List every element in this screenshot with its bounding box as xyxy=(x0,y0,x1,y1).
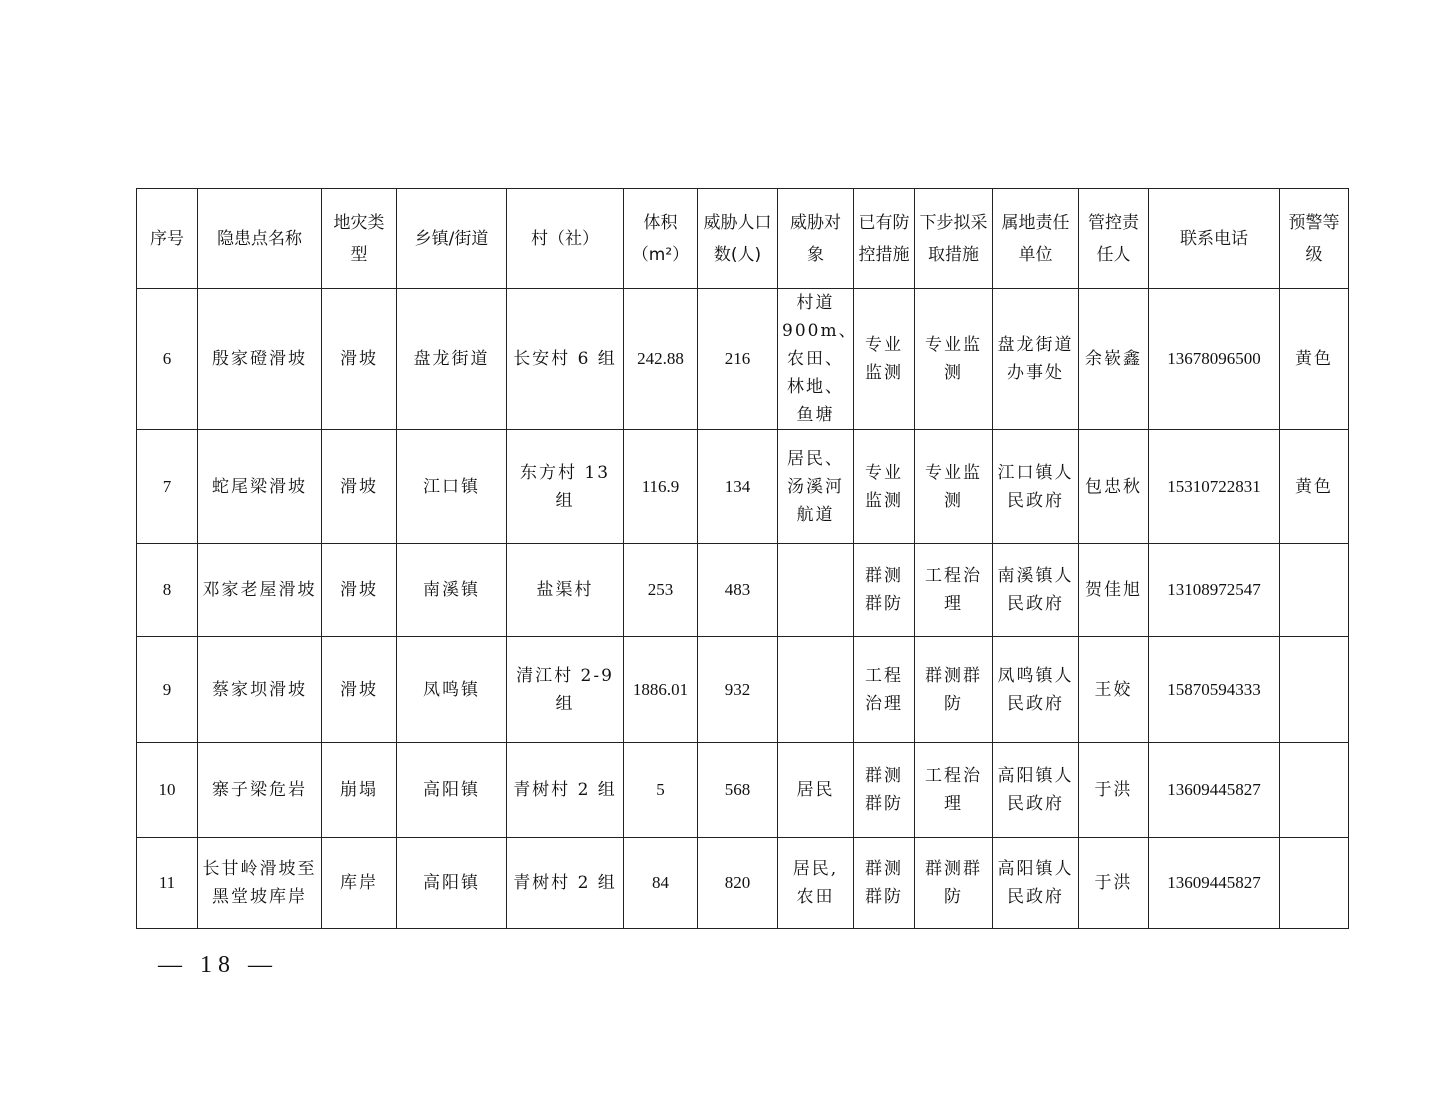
cell-next: 工程治理 xyxy=(915,743,993,838)
cell-next: 工程治理 xyxy=(915,544,993,637)
cell-type: 滑坡 xyxy=(322,430,397,544)
header-row xyxy=(137,189,1349,289)
cell-volume: 1886.01 xyxy=(624,637,698,743)
cell-population: 820 xyxy=(698,838,778,929)
cell-existing: 群测群防 xyxy=(854,743,915,838)
cell-existing: 专业监测 xyxy=(854,430,915,544)
cell-person: 余嵚鑫 xyxy=(1079,289,1149,430)
cell-existing: 专业监测 xyxy=(854,289,915,430)
cell-village: 青树村 2 组 xyxy=(507,743,624,838)
cell-volume: 116.9 xyxy=(624,430,698,544)
cell-town: 凤鸣镇 xyxy=(397,637,507,743)
cell-existing: 群测群防 xyxy=(854,544,915,637)
cell-town: 江口镇 xyxy=(397,430,507,544)
cell-town: 盘龙街道 xyxy=(397,289,507,430)
cell-type: 滑坡 xyxy=(322,289,397,430)
cell-level: 黄色 xyxy=(1280,430,1349,544)
cell-seq: 11 xyxy=(137,838,198,929)
cell-level: 黄色 xyxy=(1280,289,1349,430)
cell-next: 专业监测 xyxy=(915,430,993,544)
cell-phone: 13609445827 xyxy=(1149,838,1280,929)
cell-type: 滑坡 xyxy=(322,544,397,637)
header-person: 管控责任人 xyxy=(1079,189,1149,289)
cell-person: 贺佳旭 xyxy=(1079,544,1149,637)
header-seq: 序号 xyxy=(137,189,198,289)
cell-level xyxy=(1280,544,1349,637)
cell-town: 高阳镇 xyxy=(397,743,507,838)
cell-level xyxy=(1280,838,1349,929)
cell-level xyxy=(1280,743,1349,838)
cell-seq: 9 xyxy=(137,637,198,743)
cell-target: 居民 xyxy=(778,743,854,838)
header-target: 威胁对象 xyxy=(778,189,854,289)
cell-seq: 6 xyxy=(137,289,198,430)
cell-phone: 13108972547 xyxy=(1149,544,1280,637)
table-row xyxy=(137,838,1349,929)
cell-name: 蔡家坝滑坡 xyxy=(198,637,322,743)
cell-existing: 工程治理 xyxy=(854,637,915,743)
cell-population: 216 xyxy=(698,289,778,430)
cell-type: 滑坡 xyxy=(322,637,397,743)
cell-name: 寨子梁危岩 xyxy=(198,743,322,838)
cell-village: 清江村 2-9 组 xyxy=(507,637,624,743)
cell-volume: 242.88 xyxy=(624,289,698,430)
header-name: 隐患点名称 xyxy=(198,189,322,289)
cell-phone: 15310722831 xyxy=(1149,430,1280,544)
cell-unit: 盘龙街道办事处 xyxy=(993,289,1079,430)
table-row xyxy=(137,637,1349,743)
cell-next: 群测群防 xyxy=(915,838,993,929)
cell-volume: 5 xyxy=(624,743,698,838)
cell-volume: 84 xyxy=(624,838,698,929)
cell-unit: 高阳镇人民政府 xyxy=(993,838,1079,929)
cell-phone: 15870594333 xyxy=(1149,637,1280,743)
cell-name: 邓家老屋滑坡 xyxy=(198,544,322,637)
cell-unit: 南溪镇人民政府 xyxy=(993,544,1079,637)
table-row xyxy=(137,430,1349,544)
header-next: 下步拟采取措施 xyxy=(915,189,993,289)
header-unit: 属地责任单位 xyxy=(993,189,1079,289)
cell-phone: 13678096500 xyxy=(1149,289,1280,430)
cell-village: 长安村 6 组 xyxy=(507,289,624,430)
cell-seq: 8 xyxy=(137,544,198,637)
table-row xyxy=(137,289,1349,430)
cell-seq: 10 xyxy=(137,743,198,838)
cell-population: 568 xyxy=(698,743,778,838)
page-number: — 18 — xyxy=(158,952,278,978)
cell-target xyxy=(778,637,854,743)
cell-unit: 江口镇人民政府 xyxy=(993,430,1079,544)
cell-person: 于洪 xyxy=(1079,743,1149,838)
header-volume: 体积（m²） xyxy=(624,189,698,289)
cell-village: 东方村 13 组 xyxy=(507,430,624,544)
header-type: 地灾类型 xyxy=(322,189,397,289)
cell-unit: 高阳镇人民政府 xyxy=(993,743,1079,838)
cell-type: 崩塌 xyxy=(322,743,397,838)
hazard-table xyxy=(136,188,1349,929)
cell-target: 居民、汤溪河航道 xyxy=(778,430,854,544)
cell-population: 932 xyxy=(698,637,778,743)
cell-phone: 13609445827 xyxy=(1149,743,1280,838)
cell-volume: 253 xyxy=(624,544,698,637)
table-row xyxy=(137,544,1349,637)
cell-person: 包忠秋 xyxy=(1079,430,1149,544)
cell-existing: 群测群防 xyxy=(854,838,915,929)
cell-population: 483 xyxy=(698,544,778,637)
header-population: 威胁人口数(人) xyxy=(698,189,778,289)
cell-name: 蛇尾梁滑坡 xyxy=(198,430,322,544)
cell-person: 王姣 xyxy=(1079,637,1149,743)
cell-name: 长甘岭滑坡至黑堂坡库岸 xyxy=(198,838,322,929)
cell-village: 盐渠村 xyxy=(507,544,624,637)
cell-target xyxy=(778,544,854,637)
cell-person: 于洪 xyxy=(1079,838,1149,929)
cell-next: 专业监测 xyxy=(915,289,993,430)
header-village: 村（社） xyxy=(507,189,624,289)
cell-town: 高阳镇 xyxy=(397,838,507,929)
cell-target: 村道 900m、农田、林地、鱼塘 xyxy=(778,289,854,430)
header-level: 预警等级 xyxy=(1280,189,1349,289)
cell-town: 南溪镇 xyxy=(397,544,507,637)
table-row xyxy=(137,743,1349,838)
cell-village: 青树村 2 组 xyxy=(507,838,624,929)
cell-unit: 凤鸣镇人民政府 xyxy=(993,637,1079,743)
cell-seq: 7 xyxy=(137,430,198,544)
cell-type: 库岸 xyxy=(322,838,397,929)
cell-next: 群测群防 xyxy=(915,637,993,743)
cell-target: 居民, 农田 xyxy=(778,838,854,929)
header-existing: 已有防控措施 xyxy=(854,189,915,289)
cell-name: 殷家磴滑坡 xyxy=(198,289,322,430)
header-town: 乡镇/街道 xyxy=(397,189,507,289)
cell-level xyxy=(1280,637,1349,743)
cell-population: 134 xyxy=(698,430,778,544)
header-phone: 联系电话 xyxy=(1149,189,1280,289)
